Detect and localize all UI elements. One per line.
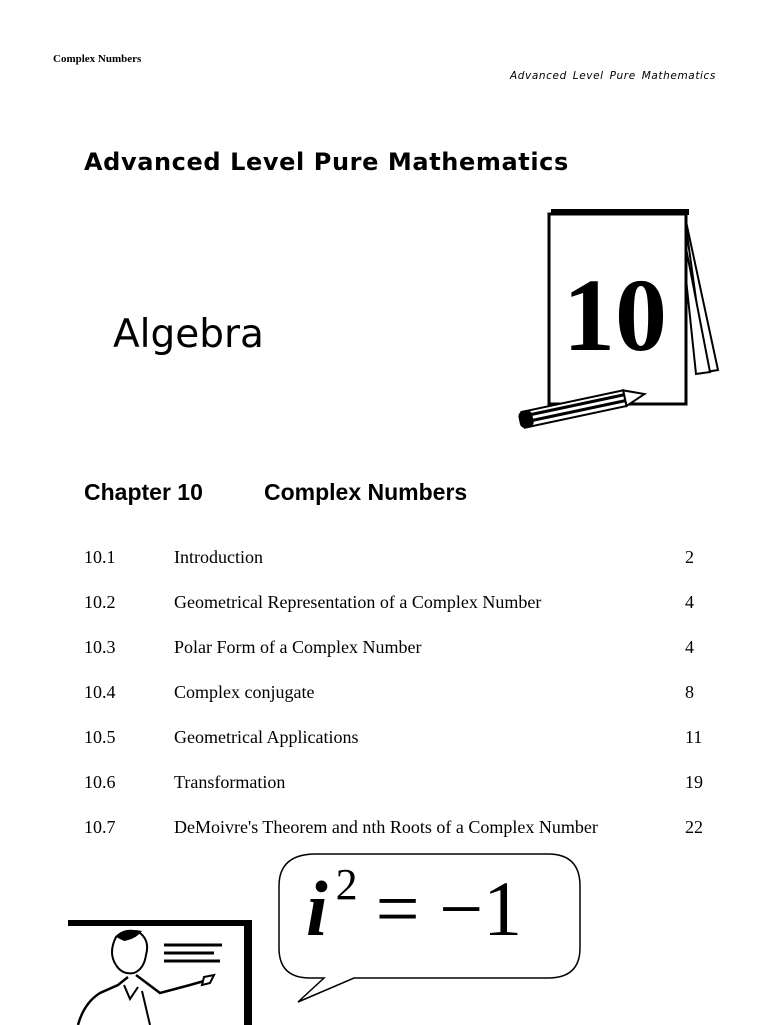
toc-section-title: Geometrical Representation of a Complex Number	[174, 592, 542, 612]
equation-rhs: = −1	[375, 865, 523, 952]
toc-page-number: 4	[685, 592, 694, 612]
toc-page-number: 8	[685, 682, 694, 702]
toc-page-number: 19	[685, 772, 703, 792]
toc-row[interactable]	[84, 592, 724, 637]
toc-section-title: Transformation	[174, 772, 286, 792]
toc-section-number: 10.5	[84, 727, 116, 747]
toc-row[interactable]	[84, 547, 724, 592]
equation-variable: i	[306, 865, 328, 952]
toc-section-title: Geometrical Applications	[174, 727, 359, 747]
toc-page-number: 4	[685, 637, 694, 657]
equation-exponent: 2	[335, 860, 358, 909]
chapter-number: Chapter 10	[84, 479, 203, 505]
equation	[306, 860, 523, 952]
running-header-left: Complex Numbers	[53, 53, 142, 65]
toc-section-title: DeMoivre's Theorem and nth Roots of a Complex Number	[174, 817, 598, 837]
notepad-icon	[514, 204, 724, 434]
toc-section-number: 10.3	[84, 637, 116, 657]
chapter-title: Complex Numbers	[264, 479, 468, 505]
toc-row[interactable]	[84, 682, 724, 727]
toc-section-title: Introduction	[174, 547, 263, 567]
toc-section-number: 10.2	[84, 592, 116, 612]
teacher-icon	[64, 915, 264, 1025]
toc-page-number: 2	[685, 547, 694, 567]
toc-row[interactable]	[84, 772, 724, 817]
running-header-right: Advanced Level Pure Mathematics	[510, 70, 716, 82]
toc-section-title: Polar Form of a Complex Number	[174, 637, 422, 657]
toc-page-number: 22	[685, 817, 703, 837]
toc-section-title: Complex conjugate	[174, 682, 315, 702]
table-of-contents	[84, 547, 724, 862]
toc-section-number: 10.7	[84, 817, 116, 837]
chapter-badge: 10	[563, 258, 667, 373]
book-title: Advanced Level Pure Mathematics	[84, 148, 569, 176]
toc-page-number: 11	[685, 727, 703, 747]
toc-section-number: 10.6	[84, 772, 116, 792]
toc-section-number: 10.4	[84, 682, 116, 702]
toc-row[interactable]	[84, 727, 724, 772]
toc-row[interactable]	[84, 637, 724, 682]
subject-title: Algebra	[113, 312, 264, 357]
toc-section-number: 10.1	[84, 547, 116, 567]
